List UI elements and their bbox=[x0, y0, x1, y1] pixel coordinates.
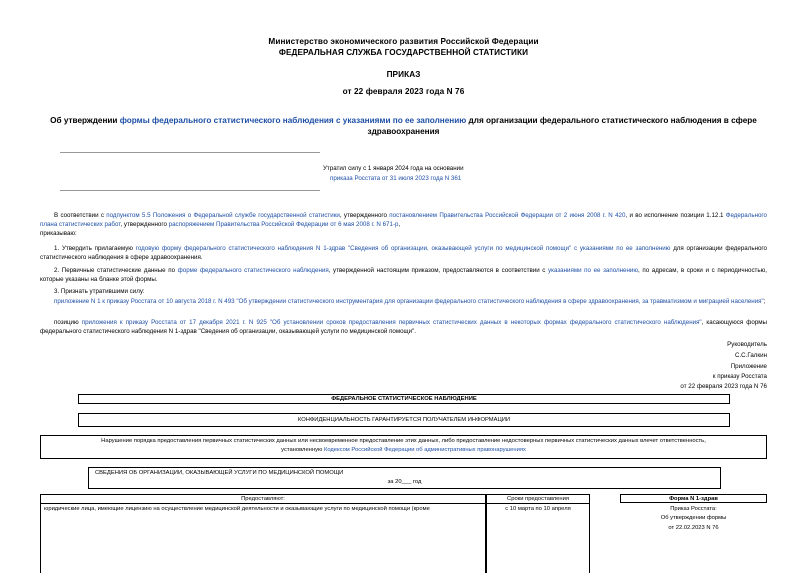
paragraph-repeal-1 bbox=[40, 297, 767, 306]
document-link[interactable]: приложение N 1 к приказу Росстата от 10 августа 2018 г. N 493 "Об утверждении статистического инструментария для организации федерального статистического наблюдения в сфере здравоохранения, за травматизмом и миграцией населения" bbox=[54, 298, 764, 305]
paragraph-text: 1. Утвердить прилагаемую bbox=[54, 245, 136, 252]
separator-line bbox=[60, 190, 320, 191]
paragraph-text: , bbox=[398, 221, 401, 229]
paragraph-order-word: приказываю: bbox=[40, 230, 77, 237]
form-violation-box bbox=[40, 435, 767, 459]
paragraph-legal-basis bbox=[40, 211, 767, 230]
order-ref-line1: Приказ Росстата: bbox=[670, 506, 717, 512]
table-cell-submitters bbox=[40, 503, 486, 573]
paragraph-item-3: 3. Признать утратившими силу: bbox=[54, 288, 145, 295]
title-link[interactable]: формы федерального статистического наблюдения с указаниями по ее заполнению bbox=[119, 116, 467, 125]
table-deadline-text: с 10 марта по 10 апреля bbox=[505, 506, 571, 512]
order-ref-line3: от 22.02.2023 N 76 bbox=[668, 524, 719, 531]
doc-date: от 22 февраля 2023 года N 76 bbox=[342, 87, 465, 96]
table-header-deadline bbox=[486, 494, 590, 503]
service-name: ФЕДЕРАЛЬНАЯ СЛУЖБА ГОСУДАРСТВЕННОЙ СТАТИСТИКИ bbox=[278, 48, 529, 57]
appendix-date: от 22 февраля 2023 года N 76 bbox=[680, 383, 767, 390]
status-text: Утратил силу с 1 января 2024 года на основании bbox=[323, 165, 464, 172]
paragraph-text: позицию bbox=[54, 319, 82, 326]
table-header-submitters-label: Предоставляют: bbox=[241, 496, 285, 502]
signature-role: Руководитель bbox=[727, 341, 767, 348]
paragraph-item-1 bbox=[40, 244, 767, 263]
form-confidential-box bbox=[78, 413, 730, 427]
paragraph-text: , утвержденного bbox=[120, 221, 169, 229]
paragraph-text: , утвержденной настоящим приказом, предоставляются в соответствии с bbox=[328, 267, 549, 274]
status-link[interactable]: приказа Росстата от 31 июля 2023 года N 361 bbox=[330, 175, 462, 182]
form-number-box bbox=[620, 494, 767, 503]
table-submitter-text: юридические лица, имеющие лицензию на осуществление медицинской деятельности и оказывающие услуги по медицинской помощи (кроме bbox=[44, 506, 430, 512]
paragraph-text: 2. Первичные статистические данные по bbox=[54, 267, 178, 274]
paragraph-text: ; bbox=[763, 298, 766, 305]
doc-type: ПРИКАЗ bbox=[386, 70, 421, 79]
paragraph-repeal-2 bbox=[40, 318, 767, 337]
appendix-label: Приложение bbox=[730, 363, 767, 370]
table-header-deadline-label: Сроки предоставления bbox=[507, 496, 569, 502]
title-post: для организации федерального статистического наблюдения в сфере здравоохранения bbox=[367, 116, 757, 136]
document-link[interactable]: распоряжением Правительства Российской Федерации от 6 мая 2008 г. N 671-р bbox=[168, 221, 399, 229]
paragraph-text: , утвержденного bbox=[339, 212, 390, 219]
form-violation-link[interactable]: Кодексом Российской Федерации об административных правонарушениях bbox=[323, 447, 526, 453]
order-reference bbox=[620, 505, 767, 533]
order-ref-line2: Об утверждении формы bbox=[660, 515, 727, 522]
table-header-submitters bbox=[40, 494, 486, 503]
paragraph-text: , и во исполнение позиции 1.12.1 bbox=[625, 212, 726, 219]
form-violation-line2 bbox=[41, 447, 766, 453]
ministry-name: Министерство экономического развития Российской Федерации bbox=[268, 37, 539, 46]
form-survey-title: СВЕДЕНИЯ ОБ ОРГАНИЗАЦИИ, ОКАЗЫВАЮЩЕЙ УСЛУГИ ПО МЕДИЦИНСКОЙ ПОМОЩИ bbox=[95, 470, 344, 476]
appendix-ref: к приказу Росстата bbox=[712, 373, 767, 380]
form-violation-text: Нарушение порядка предоставления первичных статистических данных или несвоевременное предоставление этих данных, либо предоставление недостоверных первичных статистических данных влечет ответственность, bbox=[101, 438, 706, 444]
paragraph-text: В соответствии с bbox=[54, 212, 107, 219]
document-link[interactable]: приложения к приказу Росстата от 17 декабря 2021 г. N 925 "Об установлении сроков предоставления первичных статистических данных в некоторых формах федерального статистического наблюдения" bbox=[81, 319, 702, 326]
form-observation-box bbox=[78, 394, 730, 404]
document-link[interactable]: указаниями по ее заполнению bbox=[548, 267, 639, 274]
form-confidential-text: КОНФИДЕНЦИАЛЬНОСТЬ ГАРАНТИРУЕТСЯ ПОЛУЧАТЕЛЕМ ИНФОРМАЦИИ bbox=[297, 417, 511, 423]
paragraph-text: , по адресам, в сроки и с периодичностью, которые указаны на бланке этой формы. bbox=[40, 267, 767, 284]
document-link[interactable]: Федерального плана статистических работ bbox=[40, 212, 767, 229]
separator-line bbox=[60, 152, 320, 153]
paragraph-text: для организации федерального статистического наблюдения в сфере здравоохранения. bbox=[40, 245, 767, 262]
table-cell-deadline bbox=[486, 503, 590, 573]
document-link[interactable]: постановлением Правительства Российской Федерации от 2 июня 2008 г. N 420 bbox=[389, 212, 626, 219]
form-violation-mid: установленную bbox=[281, 447, 324, 453]
form-year-line: за 20___ год bbox=[387, 479, 422, 485]
document-link[interactable]: годовую форму федерального статистического наблюдения N 1-здрав "Сведения об организации, оказывающей услуги по медицинской помощи" с указаниями по ее заполнению bbox=[135, 245, 671, 252]
paragraph-item-2 bbox=[40, 266, 767, 285]
signature-name: С.С.Галкин bbox=[734, 352, 767, 359]
page-title bbox=[40, 115, 767, 137]
document-link[interactable]: подпунктом 5.5 Положения о Федеральной службе государственной статистики bbox=[106, 212, 340, 219]
paragraph-text: , касающуюся формы федерального статистического наблюдения N 1-здрав "Сведения об организации, оказывающей услуги по медицинской помощи". bbox=[40, 319, 767, 336]
form-survey-box bbox=[88, 467, 721, 489]
document-link[interactable]: форме федерального статистического наблюдения bbox=[177, 267, 329, 274]
form-observation-title: ФЕДЕРАЛЬНОЕ СТАТИСТИЧЕСКОЕ НАБЛЮДЕНИЕ bbox=[331, 396, 477, 402]
title-pre: Об утверждении bbox=[50, 116, 120, 125]
form-number-label: Форма N 1-здрав bbox=[669, 496, 718, 502]
